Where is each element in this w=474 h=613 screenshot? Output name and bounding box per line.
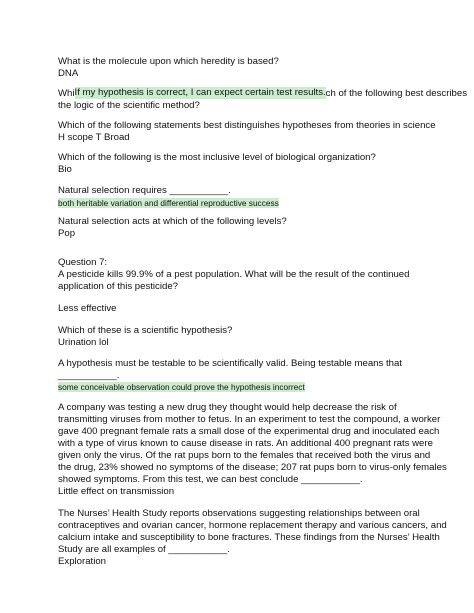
question-organization: Which of the following is the most inclusive level of biological organization? bbox=[58, 152, 376, 163]
question-drug-line6: the drug, 23% showed no symptoms of the disease; 207 rat pups born to virus-only females bbox=[58, 462, 447, 473]
answer-testable bbox=[58, 381, 305, 394]
question-drug-line1: A company was testing a new drug they thought would help decrease the risk of bbox=[58, 402, 397, 413]
question-hypothesis-theory: Which of the following statements best distinguishes hypotheses from theories in science bbox=[58, 120, 436, 131]
answer-organization: Bio bbox=[58, 164, 72, 175]
question-selection-level: Natural selection acts at which of the following levels? bbox=[58, 216, 287, 227]
question-nurses-line3: calcium intake and susceptibility to bone fractures. These findings from the Nurses’ Health bbox=[58, 532, 440, 543]
answer-pesticide: Less effective bbox=[58, 303, 117, 314]
question-nurses-line4: Study are all examples of ___________. bbox=[58, 544, 230, 555]
answer-natural-selection bbox=[58, 197, 279, 210]
question-scientific-method-line2: the logic of the scientific method? bbox=[58, 100, 200, 111]
answer-hypothesis-theory: H scope T Broad bbox=[58, 132, 130, 143]
question-drug-line3: gave 400 pregnant female rats a small dose of the experimental drug and inoculated each bbox=[58, 426, 440, 437]
answer-nurses: Exploration bbox=[58, 556, 106, 567]
question-drug-line4: with a type of virus known to cause disease in rats. An additional 400 pregnant rats were bbox=[58, 438, 433, 449]
answer-selection-level: Pop bbox=[58, 228, 76, 239]
question-prefix: Whi bbox=[58, 88, 75, 99]
question-testable-line1: A hypothesis must be testable to be scientifically valid. Being testable means that bbox=[58, 358, 402, 369]
question-drug-line7: showed symptoms. From this test, we can best conclude ___________. bbox=[58, 474, 363, 485]
question-7-heading: Question 7: bbox=[58, 257, 108, 268]
question-pesticide-line2: application of this pesticide? bbox=[58, 281, 178, 292]
question-heredity: What is the molecule upon which heredity is based? bbox=[58, 56, 279, 67]
answer-scientific-hypothesis: Urination lol bbox=[58, 337, 109, 348]
question-natural-selection: Natural selection requires ___________. bbox=[58, 185, 231, 196]
answer-heredity: DNA bbox=[58, 68, 79, 79]
answer-drug: Little effect on transmission bbox=[58, 486, 175, 497]
question-pesticide-line1: A pesticide kills 99.9% of a pest population. What will be the result of the continued bbox=[58, 269, 410, 280]
question-drug-line2: transmitting viruses from mother to fetus. In an experiment to test the compound, a worker bbox=[58, 414, 441, 425]
question-scientific-method bbox=[58, 88, 467, 100]
highlighted-answer-overlay: If my hypothesis is correct, I can expect certain test results. bbox=[74, 87, 326, 98]
question-rest: ch of the following best describes bbox=[325, 88, 467, 99]
highlighted-answer: some conceivable observation could prove the hypothesis incorrect bbox=[58, 382, 305, 392]
question-drug-line5: given only the virus. Of the rat pups born to the females that received both the virus and bbox=[58, 450, 431, 461]
overlapping-text bbox=[75, 88, 326, 100]
question-scientific-hypothesis: Which of these is a scientific hypothesis? bbox=[58, 325, 233, 336]
question-nurses-line2: contraceptives and ovarian cancer, hormone replacement therapy and various cancers, and bbox=[58, 520, 447, 531]
question-nurses-line1: The Nurses’ Health Study reports observations suggesting relationships between oral bbox=[58, 508, 420, 519]
highlighted-answer: both heritable variation and differential reproductive success bbox=[58, 198, 279, 208]
question-testable-line2: ___________. bbox=[58, 370, 120, 381]
